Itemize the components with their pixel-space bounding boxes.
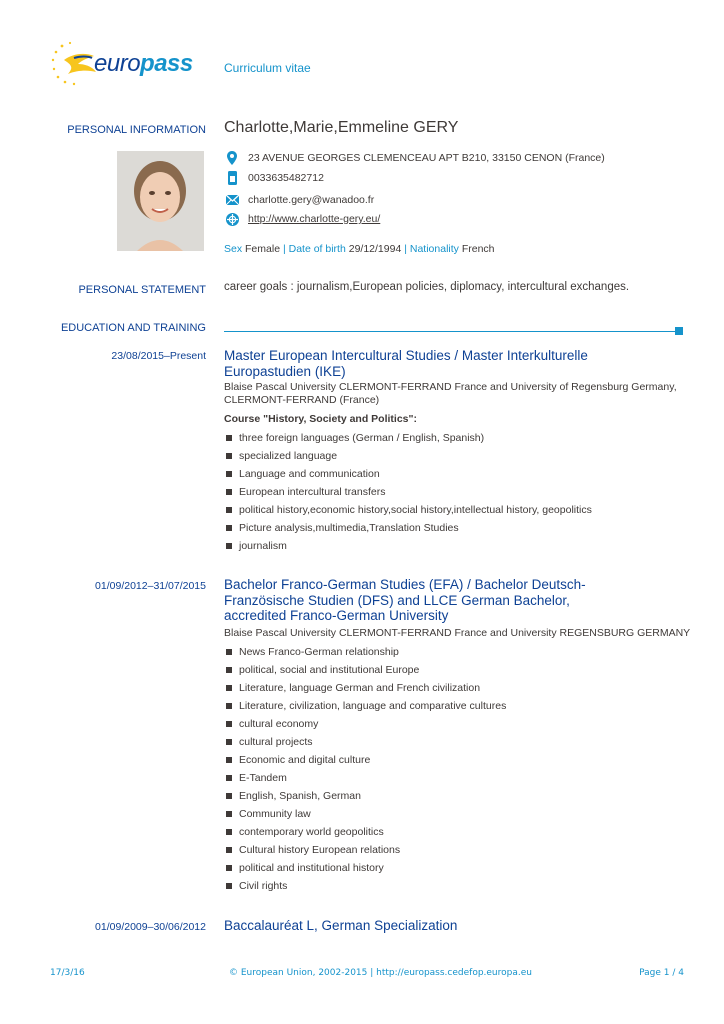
address-text: 23 AVENUE GEORGES CLEMENCEAU APT B210, 33150 CENON (France) <box>248 152 605 164</box>
website-link[interactable]: http://www.charlotte-gery.eu/ <box>248 213 381 225</box>
list-item-text: specialized language <box>239 450 338 462</box>
bullet-square-icon <box>226 543 232 549</box>
europass-logo <box>50 40 210 88</box>
entry-organisation-line: Blaise Pascal University CLERMONT-FERRAND France and University of Regensburg Germany, <box>224 381 677 393</box>
bullet-square-icon <box>226 649 232 655</box>
date-of-birth-label: Date of birth <box>288 243 346 255</box>
personal-statement-text: career goals : journalism,European policies, diplomacy, intercultural exchanges. <box>224 281 630 293</box>
list-item-text: Community law <box>239 808 311 820</box>
list-item-text: cultural economy <box>239 718 319 730</box>
bullet-square-icon <box>226 739 232 745</box>
mobile-phone-icon <box>225 171 239 185</box>
list-item-text: three foreign languages (German / English, Spanish) <box>239 432 485 444</box>
personal-statement-label: PERSONAL STATEMENT <box>78 284 206 296</box>
bullet-square-icon <box>226 829 232 835</box>
footer-date: 17/3/16 <box>50 968 85 978</box>
list-item-text: Economic and digital culture <box>239 754 371 766</box>
list-item-text: Cultural history European relations <box>239 844 401 856</box>
bullet-square-icon <box>226 775 232 781</box>
list-item-text: European intercultural transfers <box>239 486 386 498</box>
entry-organisation: Blaise Pascal University CLERMONT-FERRAND France and University REGENSBURG GERMANY <box>224 627 691 639</box>
list-item <box>225 646 506 664</box>
bullet-square-icon <box>226 811 232 817</box>
list-item <box>225 540 592 558</box>
web-globe-icon <box>225 212 239 226</box>
list-item <box>225 504 592 522</box>
phone-text: 0033635482712 <box>248 172 324 184</box>
entry-title-line: Französische Studien (DFS) and LLCE German Bachelor, <box>224 592 570 608</box>
list-item <box>225 700 506 718</box>
list-item <box>225 736 506 754</box>
list-item <box>225 880 506 898</box>
bullet-square-icon <box>226 703 232 709</box>
list-item-text: E-Tandem <box>239 772 287 784</box>
profile-photo <box>117 151 204 251</box>
list-item <box>225 754 506 772</box>
list-item-text: Picture analysis,multimedia,Translation Studies <box>239 522 459 534</box>
doc-title: Curriculum vitae <box>224 61 311 75</box>
sex-label: Sex <box>224 243 243 255</box>
location-pin-icon <box>225 151 239 165</box>
list-item-text: Literature, civilization, language and comparative cultures <box>239 700 507 712</box>
europass-wordmark <box>94 50 193 78</box>
course-list <box>225 432 592 558</box>
separator: | <box>282 243 286 255</box>
list-item-text: Literature, language German and French civilization <box>239 682 481 694</box>
sex-value: Female <box>245 243 281 255</box>
address-row <box>225 151 605 165</box>
list-item-text: Civil rights <box>239 880 288 892</box>
nationality-value: French <box>461 243 495 255</box>
bullet-square-icon <box>226 525 232 531</box>
logo-text-eur: euro <box>94 50 141 77</box>
list-item <box>225 790 506 808</box>
bullet-square-icon <box>226 435 232 441</box>
bullet-square-icon <box>226 685 232 691</box>
list-item <box>225 486 592 504</box>
list-item <box>225 808 506 826</box>
list-item <box>225 682 506 700</box>
entry-title-line: Europastudien (IKE) <box>224 363 346 379</box>
bullet-square-icon <box>226 507 232 513</box>
list-item <box>225 718 506 736</box>
entry-title <box>224 348 588 379</box>
list-item <box>225 862 506 880</box>
person-photo-icon <box>117 151 204 251</box>
bullet-square-icon <box>226 793 232 799</box>
section-divider <box>224 331 676 332</box>
bullet-square-icon <box>226 757 232 763</box>
list-item-text: political history,economic history,social history,intellectual history, geopolitics <box>239 504 592 516</box>
separator: | <box>404 243 407 255</box>
list-item <box>225 826 506 844</box>
footer-copyright: © European Union, 2002-2015 | http://europass.cedefop.europa.eu <box>229 968 532 978</box>
list-item <box>225 522 592 540</box>
list-item-text: cultural projects <box>239 736 313 748</box>
date-of-birth-value: 29/12/1994 <box>348 243 402 255</box>
personal-information-label: PERSONAL INFORMATION <box>67 124 206 136</box>
personal-details-line <box>224 243 495 255</box>
bullet-square-icon <box>226 721 232 727</box>
education-training-label: EDUCATION AND TRAINING <box>60 322 206 334</box>
bullet-square-icon <box>226 489 232 495</box>
list-item-text: journalism <box>239 540 287 552</box>
entry-title-line: accredited Franco-German University <box>224 608 449 623</box>
bullet-square-icon <box>226 865 232 871</box>
entry-title-line: Bachelor Franco-German Studies (EFA) / Bachelor Deutsch- <box>224 577 586 592</box>
entry-dates: 23/08/2015–Present <box>111 350 206 362</box>
bullet-square-icon <box>226 471 232 477</box>
list-item <box>225 450 592 468</box>
bullet-square-icon <box>226 453 232 459</box>
logo-text-pass: pass <box>140 50 193 77</box>
entry-dates: 01/09/2009–30/06/2012 <box>95 921 206 933</box>
phone-row <box>225 171 324 185</box>
list-item <box>225 432 592 450</box>
entry-dates: 01/09/2012–31/07/2015 <box>95 580 206 592</box>
email-text[interactable]: charlotte.gery@wanadoo.fr <box>248 194 375 206</box>
list-item <box>225 844 506 862</box>
list-item <box>225 772 506 790</box>
list-item-text: contemporary world geopolitics <box>239 826 384 838</box>
footer-page-number: Page 1 / 4 <box>639 968 684 978</box>
bullet-square-icon <box>226 667 232 673</box>
list-item-text: political and institutional history <box>239 862 384 874</box>
email-row <box>225 193 374 207</box>
website-row <box>225 212 380 226</box>
list-item-text: political, social and institutional Europe <box>239 664 420 676</box>
list-item <box>225 468 592 486</box>
entry-title-line: Master European Intercultural Studies / Master Interkulturelle <box>224 348 588 363</box>
entry-organisation <box>224 381 677 407</box>
list-item <box>225 664 506 682</box>
list-item-text: News Franco-German relationship <box>239 646 399 658</box>
course-list <box>225 646 506 898</box>
email-envelope-icon <box>225 193 239 207</box>
bullet-square-icon <box>226 883 232 889</box>
full-name: Charlotte,Marie,Emmeline GERY <box>224 119 459 136</box>
entry-organisation-line: CLERMONT-FERRAND (France) <box>224 394 380 406</box>
entry-title: Baccalauréat L, German Specialization <box>224 918 458 933</box>
entry-title <box>224 577 586 624</box>
section-divider-marker <box>675 327 683 335</box>
course-heading: Course "History, Society and Politics": <box>224 413 417 425</box>
bullet-square-icon <box>226 847 232 853</box>
list-item-text: English, Spanish, German <box>239 790 361 802</box>
nationality-label: Nationality <box>409 243 459 255</box>
list-item-text: Language and communication <box>239 468 380 480</box>
